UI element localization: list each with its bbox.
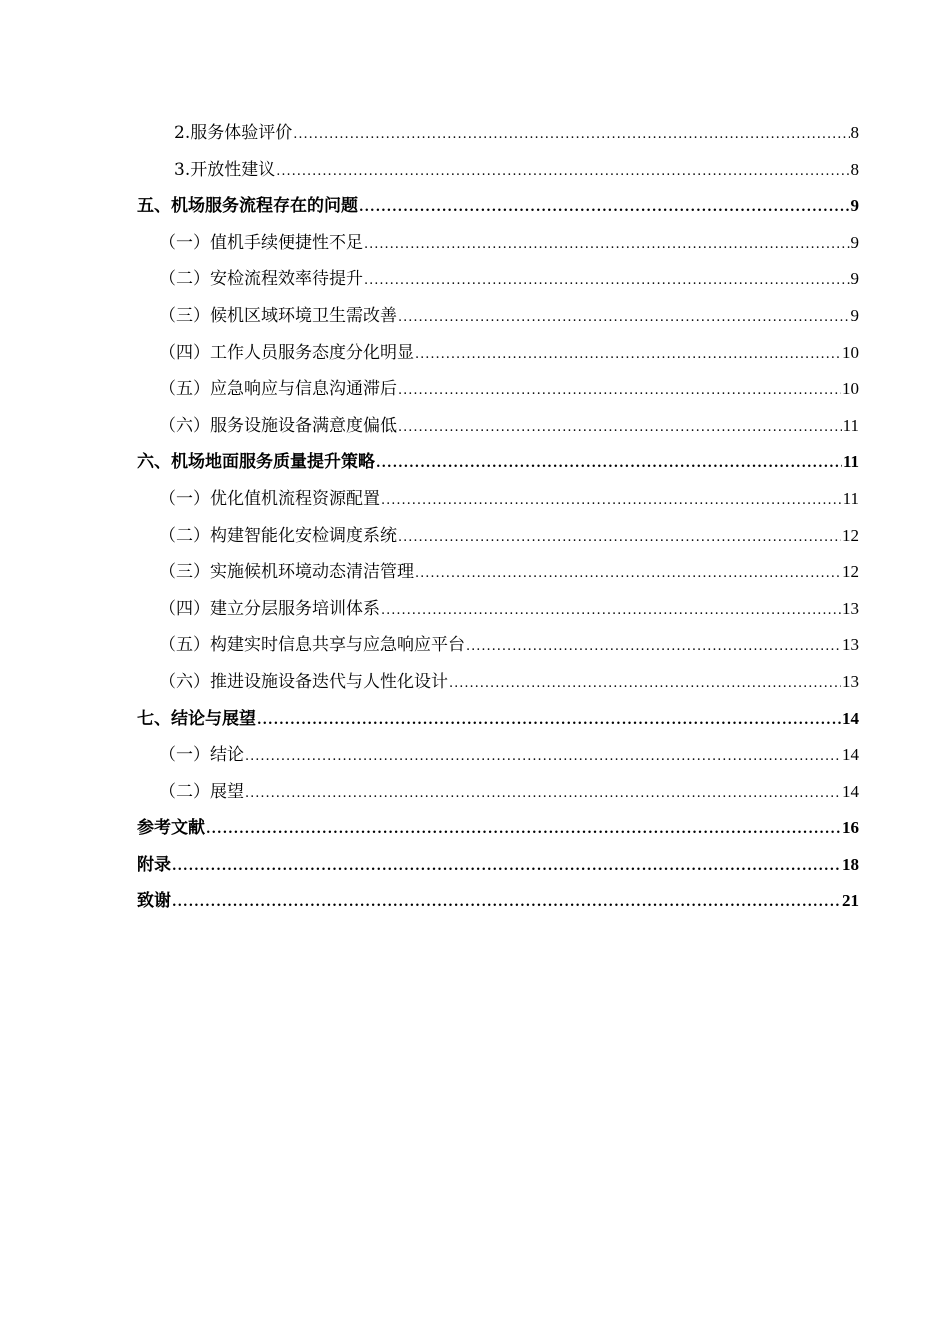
toc-entry-page: 11 [842, 415, 859, 435]
toc-leader-dots [364, 227, 850, 264]
toc-entry-title: （一）结论 [159, 745, 244, 766]
toc-entry-title: （二）展望 [159, 781, 244, 802]
toc-entry[interactable] [137, 664, 859, 701]
toc-entry[interactable] [137, 481, 859, 518]
toc-entry-title: （三）候机区域环境卫生需改善 [159, 305, 397, 326]
toc-leader-dots [245, 776, 841, 813]
toc-entry[interactable] [137, 627, 859, 664]
toc-entry-page: 11 [842, 452, 859, 472]
toc-entry-page: 16 [842, 818, 859, 838]
toc-entry[interactable] [137, 152, 859, 189]
toc-entry-page: 10 [842, 342, 859, 362]
toc-entry-page: 9 [850, 232, 859, 252]
toc-entry-title: 五、机场服务流程存在的问题 [137, 196, 358, 217]
toc-entry[interactable] [137, 883, 859, 920]
toc-entry[interactable] [137, 554, 859, 591]
toc-entry-title: 六、机场地面服务质量提升策略 [137, 452, 375, 473]
toc-leader-dots [206, 812, 841, 849]
toc-entry-page: 21 [842, 891, 859, 911]
toc-entry-title: 致谢 [137, 891, 171, 912]
toc-entry[interactable] [137, 371, 859, 408]
toc-entry-title: （五）应急响应与信息沟通滞后 [159, 379, 397, 400]
toc-entry-page: 11 [842, 488, 859, 508]
toc-entry-page: 12 [842, 525, 859, 545]
toc-entry[interactable] [137, 847, 859, 884]
toc-entry[interactable] [137, 188, 859, 225]
toc-entry-title: （四）工作人员服务态度分化明显 [159, 342, 414, 363]
toc-entry-title: （二）构建智能化安检调度系统 [159, 525, 397, 546]
toc-entry[interactable] [137, 261, 859, 298]
toc-leader-dots [381, 593, 841, 630]
toc-entry[interactable] [137, 591, 859, 628]
toc-leader-dots [293, 117, 849, 154]
toc-leader-dots [398, 373, 841, 410]
toc-entry[interactable] [137, 115, 859, 152]
toc-entry-title: （一）值机手续便捷性不足 [159, 232, 363, 253]
toc-entry-page: 14 [842, 708, 859, 728]
toc-entry-page: 9 [850, 196, 859, 216]
toc-entry-page: 9 [850, 305, 859, 325]
toc-entry-page: 12 [842, 562, 859, 582]
toc-entry[interactable] [137, 518, 859, 555]
toc-entry-title: （四）建立分层服务培训体系 [159, 598, 380, 619]
toc-leader-dots [245, 739, 841, 776]
toc-leader-dots [415, 556, 841, 593]
toc-leader-dots [466, 629, 841, 666]
toc-entry[interactable] [137, 225, 859, 262]
toc-entry-title: （六）服务设施设备满意度偏低 [159, 415, 397, 436]
toc-leader-dots [398, 410, 842, 447]
toc-leader-dots [364, 263, 850, 300]
table-of-contents [137, 115, 859, 920]
toc-entry-page: 10 [842, 379, 859, 399]
toc-leader-dots [359, 190, 850, 227]
toc-entry-page: 8 [850, 123, 859, 142]
toc-entry-title: 2.服务体验评价 [174, 123, 293, 143]
toc-leader-dots [172, 849, 841, 886]
toc-entry[interactable] [137, 298, 859, 335]
toc-entry-title: 参考文献 [137, 818, 205, 839]
toc-leader-dots [415, 337, 841, 374]
toc-entry-title: 七、结论与展望 [137, 708, 256, 729]
toc-entry-title: （三）实施候机环境动态清洁管理 [159, 562, 414, 583]
toc-entry[interactable] [137, 408, 859, 445]
toc-entry-title: （二）安检流程效率待提升 [159, 269, 363, 290]
toc-entry[interactable] [137, 701, 859, 738]
toc-entry-page: 14 [842, 745, 859, 765]
toc-entry-page: 18 [842, 854, 859, 874]
toc-entry-page: 9 [850, 269, 859, 289]
toc-leader-dots [449, 666, 841, 703]
toc-leader-dots [376, 446, 842, 483]
toc-entry-title: 3.开放性建议 [174, 159, 276, 180]
toc-entry-page: 13 [842, 635, 859, 655]
toc-entry-page: 8 [850, 159, 859, 179]
toc-leader-dots [398, 520, 841, 557]
toc-entry[interactable] [137, 444, 859, 481]
toc-entry-page: 13 [842, 671, 859, 691]
toc-entry-page: 13 [842, 598, 859, 618]
toc-leader-dots [398, 300, 850, 337]
toc-entry-title: （五）构建实时信息共享与应急响应平台 [159, 635, 465, 656]
toc-entry[interactable] [137, 335, 859, 372]
toc-leader-dots [257, 703, 841, 740]
toc-entry[interactable] [137, 774, 859, 811]
toc-leader-dots [172, 885, 841, 922]
toc-entry-title: （六）推进设施设备迭代与人性化设计 [159, 671, 448, 692]
toc-leader-dots [381, 483, 842, 520]
toc-entry-title: 附录 [137, 854, 171, 875]
toc-entry[interactable] [137, 737, 859, 774]
toc-entry-title: （一）优化值机流程资源配置 [159, 488, 380, 509]
toc-entry[interactable] [137, 810, 859, 847]
toc-leader-dots [276, 154, 849, 191]
toc-entry-page: 14 [842, 781, 859, 801]
